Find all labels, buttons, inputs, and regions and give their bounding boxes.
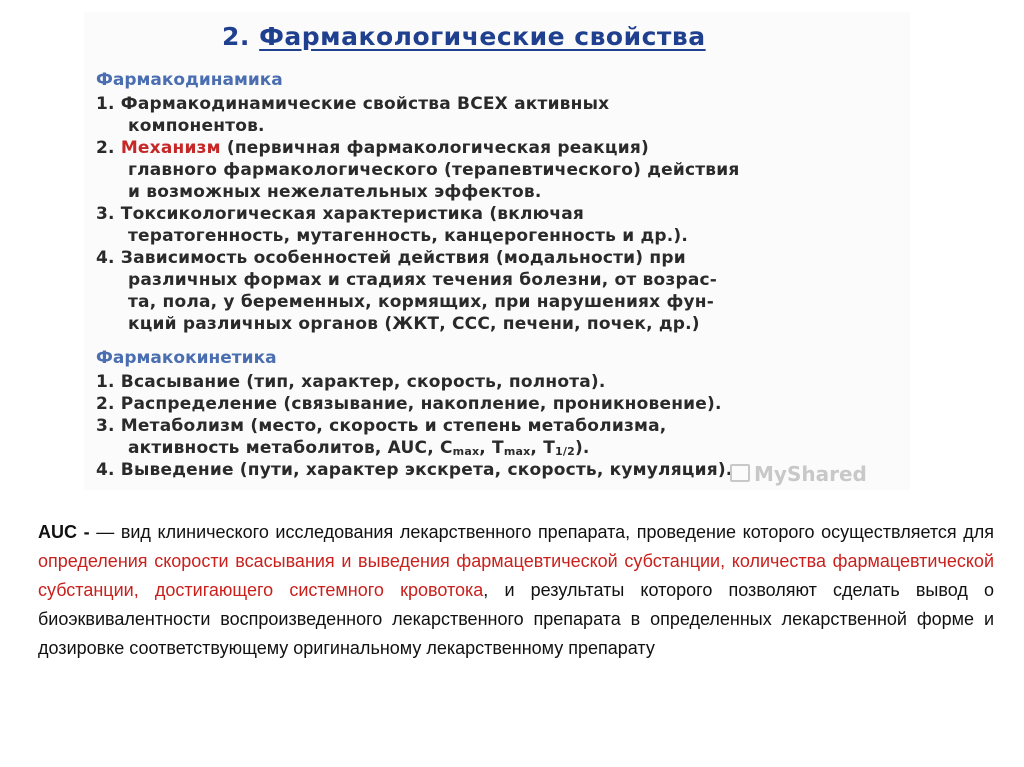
pd-item2-line2: главного фармакологического (терапевтического) действия [128,160,740,180]
auc-term: AUC - [38,522,90,542]
pd-item3-line2: тератогенность, мутагенность, канцерогенность и др.). [128,226,689,246]
pd-item2-text: (первичная фармакологическая реакция) [226,138,649,158]
pharmacokinetics-heading: Фармакокинетика [96,348,277,368]
pd-item3-line1: 3. Токсикологическая характеристика (включая [96,204,585,224]
pk-item3-line1: 3. Метаболизм (место, скорость и степень метаболизма, [96,416,667,436]
pd-item1-line1: 1. Фармакодинамические свойства ВСЕХ активных [96,94,610,114]
pd-item4-line1: 4. Зависимость особенностей действия (модальности) при [96,248,686,268]
pd-item4-line4: кций различных органов (ЖКТ, ССС, печени, почек, др.) [128,314,700,334]
pd-item4-line3: та, пола, у беременных, кормящих, при нарушениях фун- [128,292,715,312]
cmax-subscript: max [452,445,480,458]
pk-item1: 1. Всасывание (тип, характер, скорость, полнота). [96,372,606,392]
pk-item3-t: , T [479,438,504,458]
slide-image [84,12,910,490]
pd-item2-line3: и возможных нежелательных эффектов. [128,182,542,202]
pd-item4-line2: различных формах и стадиях течения болезни, от возрас- [128,270,718,290]
myshared-logo-icon [730,464,750,482]
pk-item4: 4. Выведение (пути, характер экскрета, скорость, кумуляция). [96,460,733,480]
auc-highlight: определения скорости всасывания и выведения фармацевтической субстанции, количества фармацевтической субстанции, достигающего системного кровотока [38,551,994,600]
watermark-text: MyShared [754,462,867,486]
pk-item2: 2. Распределение (связывание, накопление, проникновение). [96,394,722,414]
pd-item2-number: 2. [96,138,115,158]
pk-item3-end: ). [574,438,590,458]
title-text: Фармакологические свойства [259,22,706,51]
pd-item2-mechanism: Механизм [120,138,221,158]
thalf-subscript: 1/2 [555,445,575,458]
pk-item3-t2: , T [530,438,555,458]
pharmacodynamics-heading: Фармакодинамика [96,70,283,90]
pk-item3-line2 [128,438,590,458]
title-number: 2. [222,22,250,51]
auc-definition-rest: , и результаты которого позволяют сделать вывод о биоэквивалентности воспроизведенного лекарственного препарата в определенных лекарственной форме и дозировке соответствующему оригинальному лекарственному препарату [38,580,994,658]
auc-definition-start: — вид клинического исследования лекарственного препарата, проведение которого осуществляется для [89,522,995,542]
page-title [222,22,706,51]
pd-item2-line1 [96,138,649,158]
auc-definition [38,518,994,663]
pd-item1-line2: компонентов. [128,116,265,136]
tmax-subscript: max [503,445,531,458]
watermark [730,462,867,486]
pk-item3-text: активность метаболитов, AUC, C [128,438,453,458]
